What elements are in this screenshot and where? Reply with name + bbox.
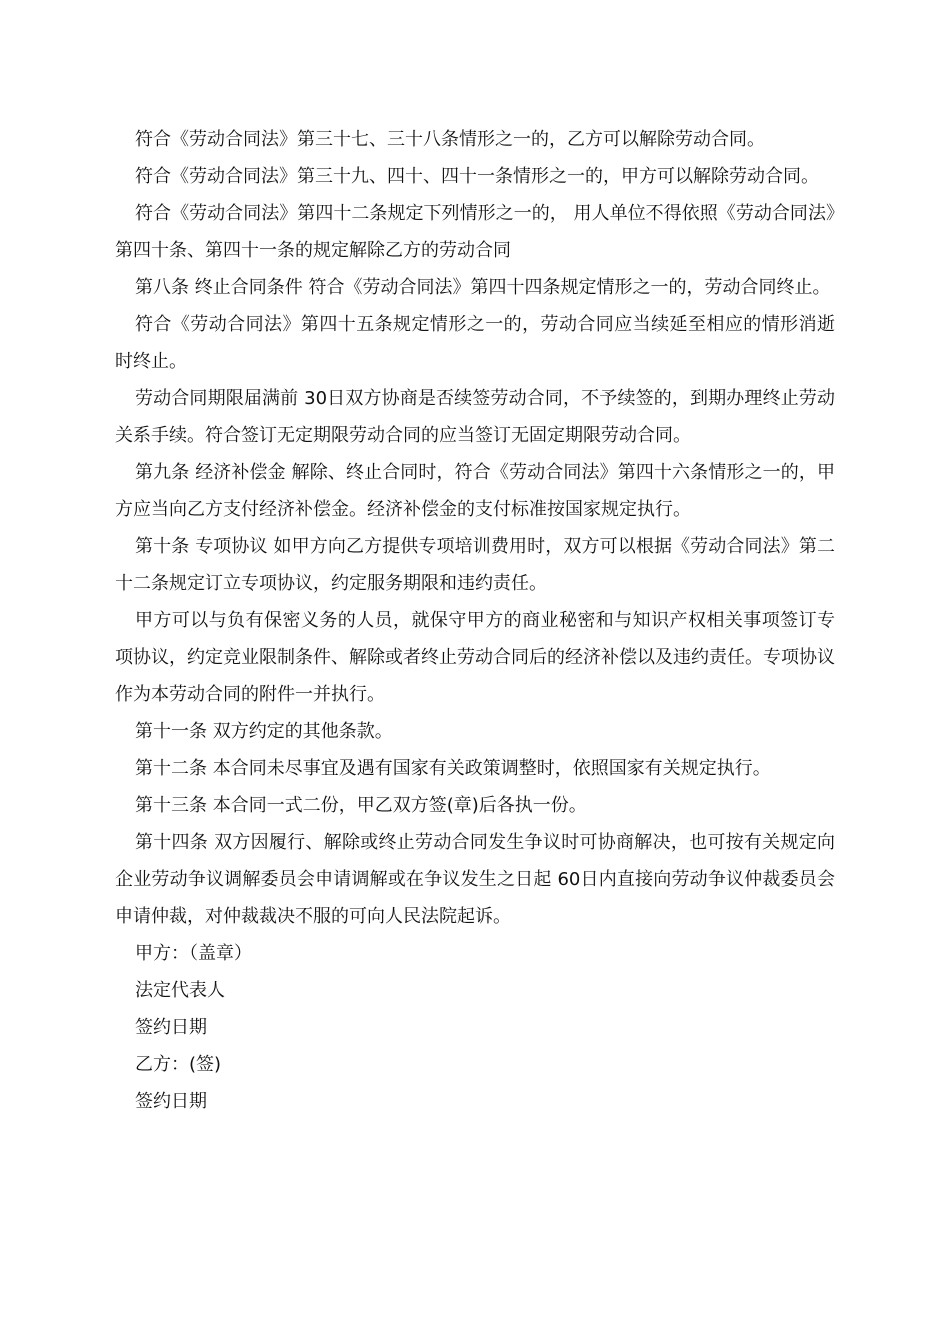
paragraph-article-12: 第十二条 本合同未尽事宜及遇有国家有关政策调整时，依照国家有关规定执行。 bbox=[135, 758, 771, 779]
signature-date-b: 签约日期 bbox=[135, 1091, 207, 1112]
paragraph-article-14: 第十四条 双方因履行、解除或终止劳动合同发生争议时可协商解决，也可按有关规定向企业劳动争议调解委员会申请调解或在争议发生之日起 60日内直接向劳动争议仲裁委员会申请仲裁，对仲裁裁决不服的可向人民法院起诉。 bbox=[115, 832, 835, 927]
signature-party-a: 甲方：（盖章） bbox=[135, 943, 252, 964]
document-page bbox=[115, 121, 835, 1120]
paragraph-article-9: 第九条 经济补偿金 解除、终止合同时，符合《劳动合同法》第四十六条情形之一的，甲方应当向乙方支付经济补偿金。经济补偿金的支付标准按国家规定执行。 bbox=[115, 462, 835, 520]
paragraph-article-10-confidentiality: 甲方可以与负有保密义务的人员，就保守甲方的商业秘密和与知识产权相关事项签订专项协议，约定竞业限制条件、解除或者终止劳动合同后的经济补偿以及违约责任。专项协议作为本劳动合同的附件一并执行。 bbox=[115, 610, 835, 705]
paragraph-art7-employee-termination: 符合《劳动合同法》第三十七、三十八条情形之一的，乙方可以解除劳动合同。 bbox=[135, 129, 765, 150]
signature-date-a: 签约日期 bbox=[135, 1017, 207, 1038]
paragraph-article-10: 第十条 专项协议 如甲方向乙方提供专项培训费用时，双方可以根据《劳动合同法》第二十二条规定订立专项协议，约定服务期限和违约责任。 bbox=[115, 536, 835, 594]
paragraph-art7-employer-termination: 符合《劳动合同法》第三十九、四十、四十一条情形之一的，甲方可以解除劳动合同。 bbox=[135, 166, 819, 187]
signature-party-b: 乙方：(签) bbox=[135, 1054, 222, 1075]
signature-legal-representative: 法定代表人 bbox=[135, 980, 225, 1001]
paragraph-article-13: 第十三条 本合同一式二份，甲乙双方签(章)后各执一份。 bbox=[135, 795, 587, 816]
paragraph-article-8: 第八条 终止合同条件 符合《劳动合同法》第四十四条规定情形之一的，劳动合同终止。 bbox=[135, 277, 831, 298]
paragraph-art7-no-termination: 符合《劳动合同法》第四十二条规定下列情形之一的， 用人单位不得依照《劳动合同法》第四十条、第四十一条的规定解除乙方的劳动合同 bbox=[115, 203, 835, 261]
paragraph-article-11: 第十一条 双方约定的其他条款。 bbox=[135, 721, 393, 742]
paragraph-article-8-renewal: 劳动合同期限届满前 30日双方协商是否续签劳动合同，不予续签的，到期办理终止劳动关系手续。符合签订无定期限劳动合同的应当签订无固定期限劳动合同。 bbox=[115, 388, 835, 446]
paragraph-article-8-extension: 符合《劳动合同法》第四十五条规定情形之一的，劳动合同应当续延至相应的情形消逝时终止。 bbox=[115, 314, 835, 372]
